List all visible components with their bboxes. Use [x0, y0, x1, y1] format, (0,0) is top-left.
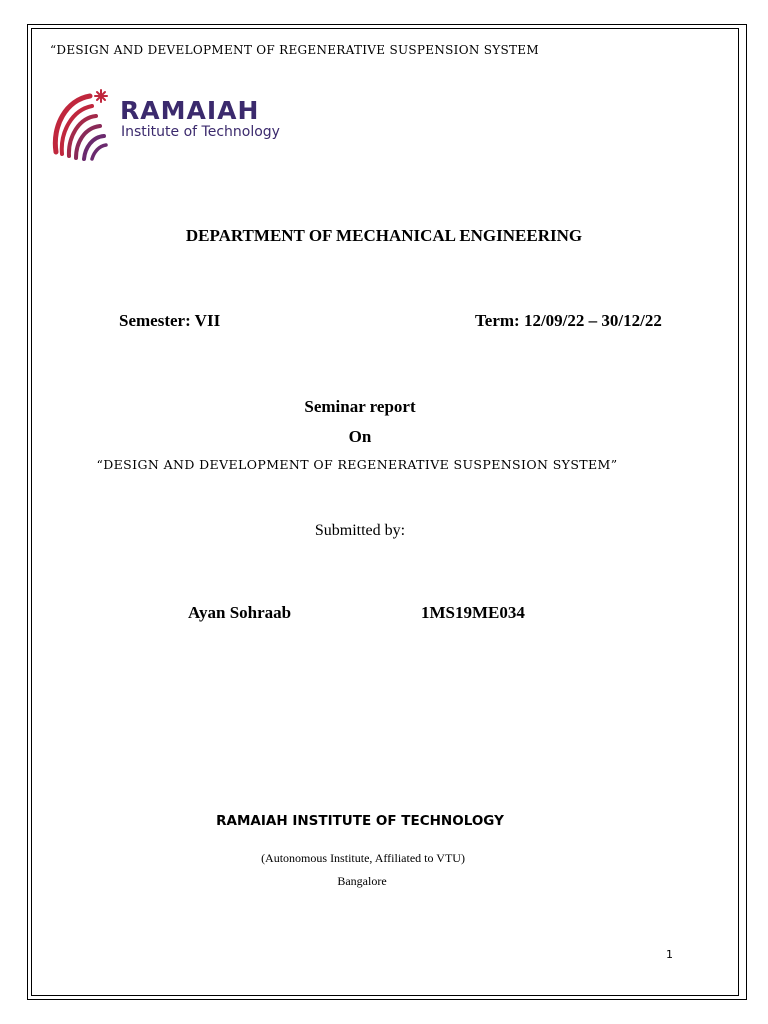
author-usn: 1MS19ME034: [421, 603, 525, 622]
term-label: Term: 12/09/22 – 30/12/22: [475, 311, 662, 330]
running-header-title: “DESIGN AND DEVELOPMENT OF REGENERATIVE SUSPENSION SYSTEM: [50, 43, 539, 57]
page-number: 1: [666, 948, 673, 961]
logo-wordmark: RAMAIAH: [120, 96, 260, 125]
logo-subtitle: Institute of Technology: [121, 124, 280, 140]
semester-label: Semester: VII: [119, 311, 221, 330]
city-text: Bangalore: [337, 874, 387, 888]
department-heading: DEPARTMENT OF MECHANICAL ENGINEERING: [185, 226, 583, 245]
author-name: Ayan Sohraab: [188, 603, 292, 622]
submitted-by-label: Submitted by:: [314, 522, 406, 539]
seminar-report-label: Seminar report: [304, 397, 416, 416]
institute-name: RAMAIAH INSTITUTE OF TECHNOLOGY: [216, 813, 504, 829]
report-title: “DESIGN AND DEVELOPMENT OF REGENERATIVE SUSPENSION SYSTEM”: [96, 457, 618, 472]
on-label: On: [348, 427, 372, 446]
affiliation-text: (Autonomous Institute, Affiliated to VTU): [261, 851, 465, 865]
